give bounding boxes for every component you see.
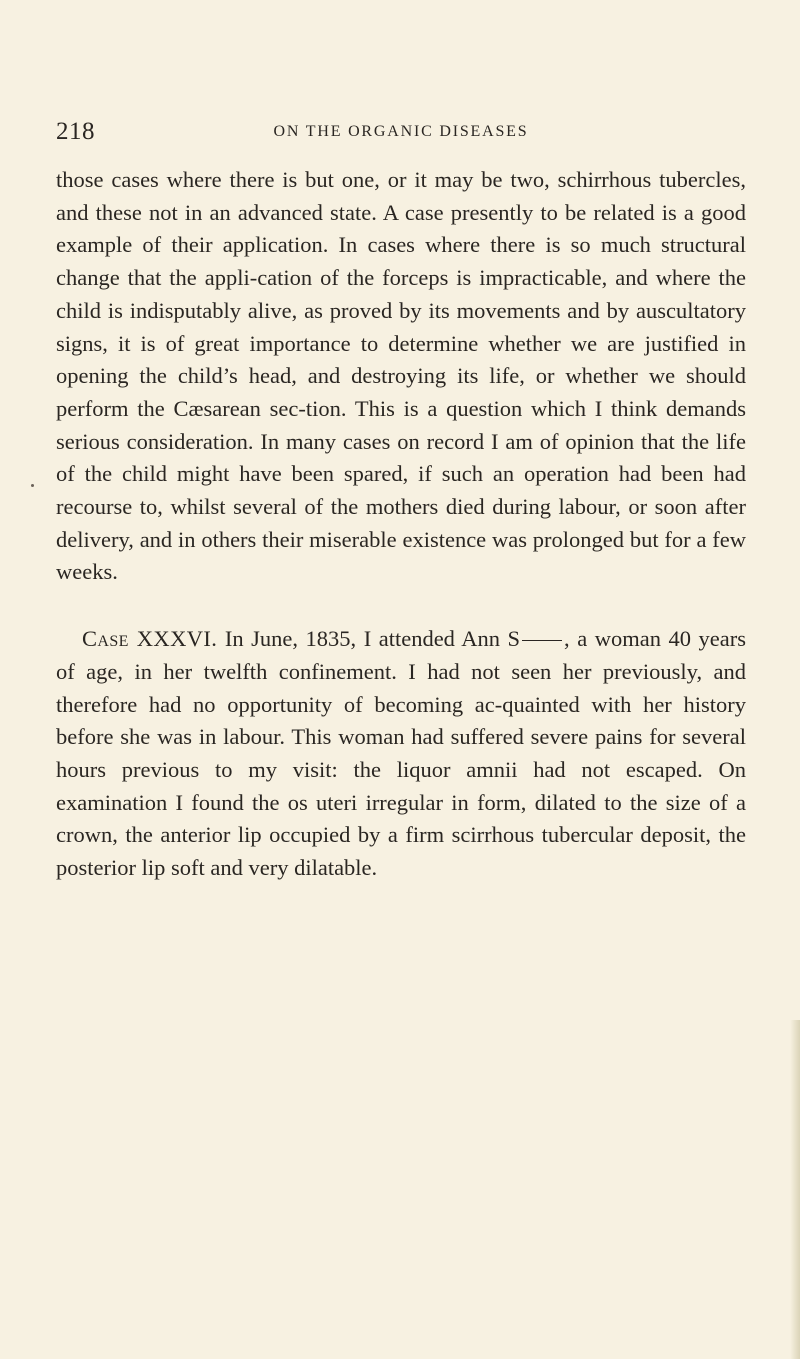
- running-head: ON THE ORGANIC DISEASES: [273, 123, 529, 140]
- paragraph-1: those cases where there is but one, or it may be two, schirrhous tubercles, and these not in an advanced state. A case presently to be related is a good example of their application. In cases where there is so much structural change that the appli-cation of the forceps is impracticable, and where the child is indisputably alive, as proved by its movements and by auscultatory signs, it is of great importance to determine whether we are justified in opening the child’s head, and destroying its life, or whether we should perform the Cæsarean sec-tion. This is a question which I think demands serious consideration. In many cases on record I am of opinion that the life of the child might have been spared, if such an operation had been had recourse to, whilst several of the mothers died during labour, or soon after delivery, and in others their miserable existence was prolonged but for a few weeks.: [56, 167, 746, 585]
- paragraph-2: [56, 623, 746, 885]
- page-edge-shadow: [790, 1020, 800, 1359]
- name-dash: [522, 640, 562, 641]
- page-header: [56, 118, 746, 148]
- case-heading: Case XXXVI.: [82, 626, 218, 652]
- case-text: , a woman 40 years of age, in her twelfth confinement. I had not seen her previously, and therefore had no opportunity of becoming ac-quainted with her history before she was in labour. This woman had suffered severe pains for several hours previous to my visit: the liquor amnii had not escaped. On examination I found the os uteri irregular in form, dilated to the size of a crown, the anterior lip occupied by a firm scirrhous tubercular deposit, the posterior lip soft and very dilatable.: [56, 626, 747, 881]
- body-text: [56, 164, 746, 885]
- case-intro: In June, 1835, I attended Ann S: [224, 626, 521, 652]
- page-number: 218: [56, 118, 95, 145]
- margin-mark: [31, 484, 34, 487]
